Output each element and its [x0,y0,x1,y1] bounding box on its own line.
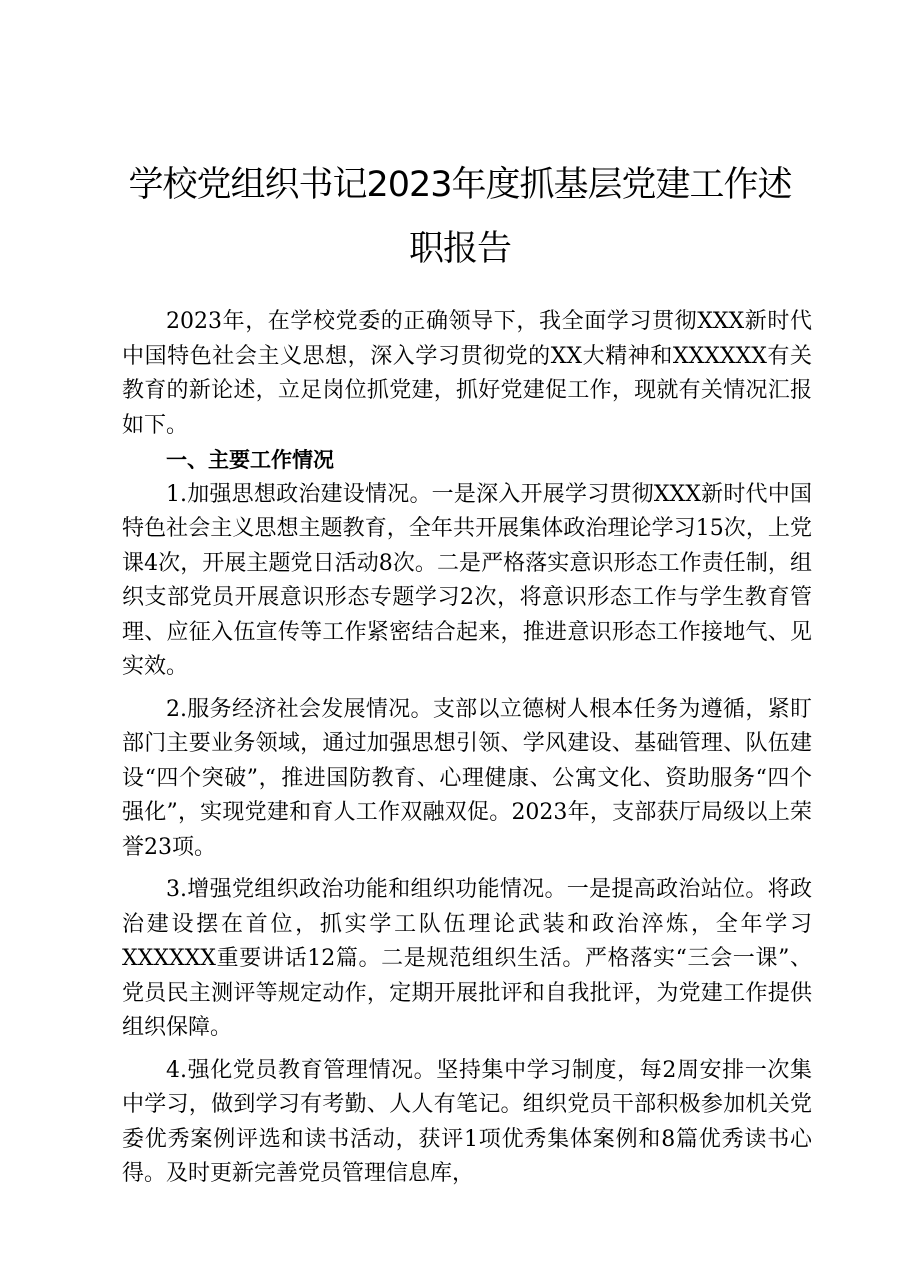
paragraph-item-1: 1.加强思想政治建设情况。一是深入开展学习贯彻XXX新时代中国特色社会主义思想主题教育，全年共开展集体政治理论学习15次，上党课4次，开展主题党日活动8次。二是严格落实意识形态工作责任制，组织支部党员开展意识形态专题学习2次，将意识形态工作与学生教育管理、应征入伍宣传等工作紧密结合起来，推进意识形态工作接地气、见实效。 [122,481,812,679]
paragraph-item-2: 2.服务经济社会发展情况。支部以立德树人根本任务为遵循，紧盯部门主要业务领域，通过加强思想引领、学风建设、基础管理、队伍建设“四个突破”，推进国防教育、心理健康、公寓文化、资助服务“四个强化”，实现党建和育人工作双融双促。2023年，支部获厅局级以上荣誉23项。 [122,696,812,860]
intro-paragraph: 2023年，在学校党委的正确领导下，我全面学习贯彻XXX新时代中国特色社会主义思想，深入学习贯彻党的XX大精神和XXXXXX有关教育的新论述，立足岗位抓党建，抓好党建促工作，现就有关情况汇报如下。 [122,309,812,438]
paragraph-item-3: 3.增强党组织政治功能和组织功能情况。一是提高政治站位。将政治建设摆在首位，抓实学工队伍理论武装和政治淬炼，全年学习XXXXXX重要讲话12篇。二是规范组织生活。严格落实“三会一课”、党员民主测评等规定动作，定期开展批评和自我批评，为党建工作提供组织保障。 [122,877,812,1040]
document-body [122,305,812,1192]
paragraph-item-4: 4.强化党员教育管理情况。坚持集中学习制度，每2周安排一次集中学习，做到学习有考勤、人人有笔记。组织党员干部积极参加机关党委优秀案例评选和读书活动，获评1项优秀集体案例和8篇优秀读书心得。及时更新完善党员管理信息库， [122,1057,812,1186]
section-heading-main-work: 一、主要工作情况 [166,448,334,472]
document-title-line-1: 学校党组织书记2023年度抓基层党建工作述 [128,165,792,205]
document-title-line-2: 职报告 [408,229,511,269]
